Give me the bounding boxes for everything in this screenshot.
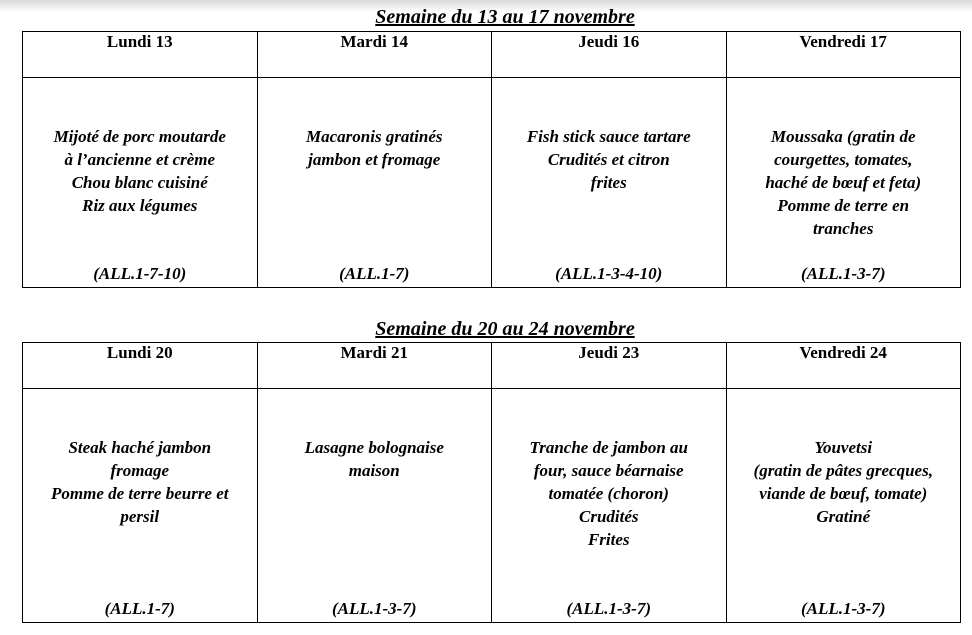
week-2-menu-row (23, 389, 961, 623)
week-1-menu-row (23, 78, 961, 288)
dish-line: tomatée (choron) (548, 484, 669, 503)
dish-line: Tranche de jambon au (529, 438, 689, 457)
dish-description (492, 78, 726, 194)
dish-line: fromage (110, 461, 170, 480)
day-header: Lundi 13 (23, 32, 258, 78)
menu-cell (492, 389, 727, 623)
dish-description (258, 389, 492, 482)
week-1-menu-table (22, 31, 961, 288)
dish-line: Youvetsi (814, 438, 873, 457)
day-header: Jeudi 23 (492, 343, 727, 389)
dish-line: (gratin de pâtes grecques, (753, 461, 933, 480)
dish-line: persil (120, 507, 160, 526)
allergen-code: (ALL.1-7-10) (93, 264, 187, 283)
menu-cell (23, 78, 258, 288)
week-2-menu-table (22, 342, 961, 623)
week-1-day-header-row (23, 32, 961, 78)
menu-cell (257, 389, 492, 623)
day-header: Vendredi 24 (726, 343, 961, 389)
allergen-code: (ALL.1-7) (339, 264, 410, 283)
dish-line: tranches (813, 219, 874, 238)
day-header: Mardi 14 (257, 32, 492, 78)
dish-line: Pomme de terre beurre et (50, 484, 229, 503)
dish-line: jambon et fromage (308, 150, 441, 169)
dish-line: Gratiné (816, 507, 871, 526)
day-header: Jeudi 16 (492, 32, 727, 78)
day-header: Vendredi 17 (726, 32, 961, 78)
dish-description (258, 78, 492, 171)
week-2-day-header-row (23, 343, 961, 389)
dish-line: Mijoté de porc moutarde (53, 127, 226, 146)
dish-line: Macaronis gratinés (306, 127, 443, 146)
day-header: Lundi 20 (23, 343, 258, 389)
dish-line: Frites (587, 530, 630, 549)
dish-line: Chou blanc cuisiné (71, 173, 208, 192)
dish-line: four, sauce béarnaise (533, 461, 684, 480)
menu-cell (726, 78, 961, 288)
dish-description (23, 78, 257, 217)
allergen-code: (ALL.1-3-7) (566, 599, 651, 618)
menu-cell (726, 389, 961, 623)
menu-cell (492, 78, 727, 288)
menu-cell (257, 78, 492, 288)
dish-description (727, 389, 961, 528)
allergen-code: (ALL.1-7) (104, 599, 175, 618)
dish-line: haché de bœuf et feta) (765, 173, 922, 192)
dish-line: Fish stick sauce tartare (526, 127, 691, 146)
allergen-code: (ALL.1-3-7) (800, 264, 886, 283)
dish-description (492, 389, 726, 551)
allergen-code: (ALL.1-3-7) (331, 599, 417, 618)
dish-line: frites (590, 173, 627, 192)
dish-line: Riz aux légumes (82, 196, 198, 215)
day-header: Mardi 21 (257, 343, 492, 389)
week-2-title: Semaine du 20 au 24 novembre (375, 318, 635, 340)
dish-line: à l’ancienne et crème (64, 150, 216, 169)
menu-cell (23, 389, 258, 623)
dish-description (23, 389, 257, 528)
allergen-code: (ALL.1-3-7) (800, 599, 886, 618)
dish-line: Crudités (578, 507, 639, 526)
week-1-title: Semaine du 13 au 17 novembre (375, 6, 635, 28)
dish-line: Moussaka (gratin de (770, 127, 916, 146)
dish-line: Pomme de terre en (777, 196, 910, 215)
dish-line: maison (348, 461, 400, 480)
dish-line: Steak haché jambon (68, 438, 212, 457)
dish-line: Lasagne bolognaise (304, 438, 444, 457)
allergen-code: (ALL.1-3-4-10) (555, 264, 663, 283)
dish-line: Crudités et citron (547, 150, 670, 169)
dish-line: viande de bœuf, tomate) (759, 484, 928, 503)
dish-description (727, 78, 961, 240)
dish-line: courgettes, tomates, (774, 150, 913, 169)
